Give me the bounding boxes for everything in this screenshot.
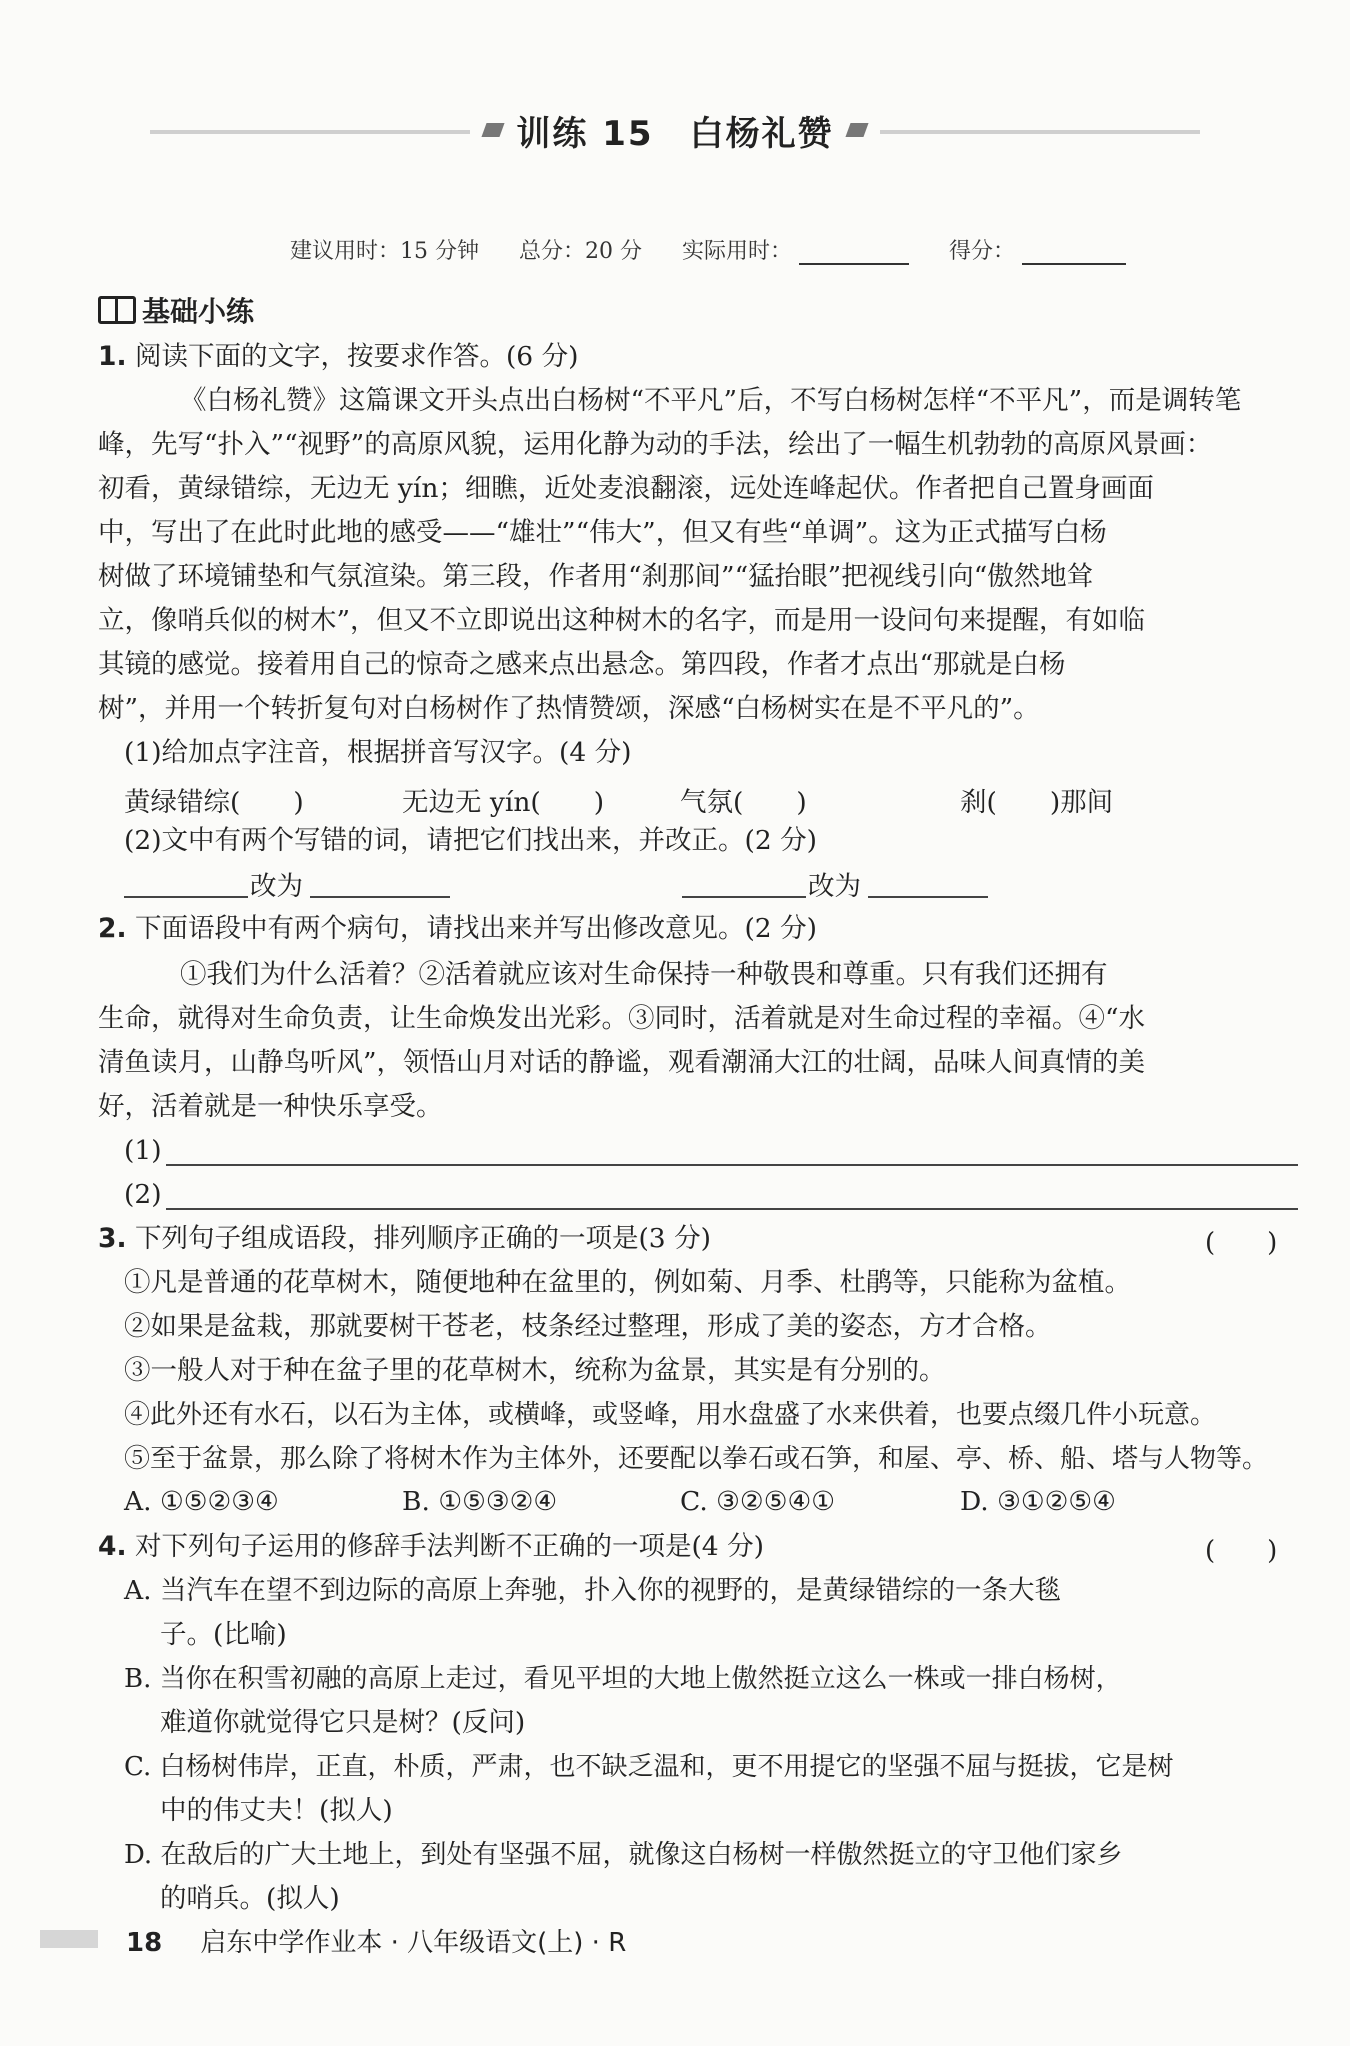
q1-sub1: (1)给加点字注音，根据拼音写汉字。(4 分): [124, 737, 632, 768]
q4-number: 4.: [98, 1531, 127, 1562]
q2-answer-line-1[interactable]: [166, 1164, 1298, 1166]
wrong-word-blank[interactable]: [682, 896, 806, 898]
correct-word-blank[interactable]: [868, 896, 988, 898]
q3-option-d[interactable]: D. ③①②⑤④: [960, 1486, 1116, 1517]
q2-number: 2.: [98, 913, 127, 944]
q2-heading: [98, 912, 817, 946]
q4-answer-paren[interactable]: ( ): [1205, 1536, 1278, 1566]
q3-option-b[interactable]: B. ①⑤③②④: [402, 1486, 558, 1517]
q1-para-line: 《白杨礼赞》这篇课文开头点出白杨树“不平凡”后，不写白杨树怎样“不平凡”，而是调转笔: [180, 385, 1242, 416]
q4-option-b[interactable]: B. 当你在积雪初融的高原上走过，看见平坦的大地上傲然挺立这么一株或一排白杨树，: [124, 1664, 1122, 1694]
q2-para-line: 好，活着就是一种快乐享受。: [98, 1091, 443, 1122]
q3-number: 3.: [98, 1223, 127, 1254]
q3-heading: [98, 1222, 711, 1256]
title-bar: [470, 112, 880, 154]
q1-number: 1.: [98, 341, 127, 372]
q3-sentence: ⑤至于盆景，那么除了将树木作为主体外，还要配以拳石或石笋，和屋、亭、桥、船、塔与人物等。: [124, 1444, 1269, 1474]
q1-para-line: 初看，黄绿错综，无边无 yín；细瞧，近处麦浪翻滚，远处连峰起伏。作者把自己置身画面: [98, 473, 1154, 504]
q4-option-c[interactable]: C. 白杨树伟岸，正直，朴质，严肃，也不缺乏温和，更不用提它的坚强不屈与挺拔，它是树: [124, 1752, 1174, 1782]
q2-prompt: 下面语段中有两个病句，请找出来并写出修改意见。(2 分): [134, 913, 817, 944]
book-icon: [98, 296, 136, 324]
change-label: 改为: [250, 871, 303, 902]
q3-sentence: ③一般人对于种在盆子里的花草树木，统称为盆景，其实是有分别的。: [124, 1355, 946, 1386]
title-rule-left: [150, 130, 470, 134]
actual-time-blank[interactable]: [799, 263, 909, 265]
q3-answer-paren[interactable]: ( ): [1205, 1228, 1278, 1258]
q1-para-line: 其镜的感觉。接着用自己的惊奇之感来点出悬念。第四段，作者才点出“那就是白杨: [98, 649, 1066, 680]
footer-decoration: [40, 1930, 98, 1948]
meta-actual: 实际用时：: [682, 239, 793, 264]
correct-word-blank[interactable]: [310, 896, 450, 898]
q2-para-line: 生命，就得对生命负责，让生命焕发出光彩。③同时，活着就是对生命过程的幸福。④“水: [98, 1003, 1146, 1034]
q4-option-a[interactable]: A. 当汽车在望不到边际的高原上奔驰，扑入你的视野的，是黄绿错综的一条大毯: [124, 1575, 1061, 1606]
footer: [126, 1922, 626, 1959]
q1-sub2: (2)文中有两个写错的词，请把它们找出来，并改正。(2 分): [124, 825, 817, 856]
meta-score: 得分：: [949, 239, 1016, 264]
q1-item-3[interactable]: 气氛( ): [680, 787, 807, 818]
q4-option-b-cont: 难道你就觉得它只是树？(反问): [160, 1707, 526, 1738]
q1-item-4[interactable]: 刹( )那间: [960, 787, 1114, 818]
q1-para-line: 中，写出了在此时此地的感受——“雄壮”“伟大”，但又有些“单调”。这为正式描写白杨: [98, 517, 1107, 548]
q1-item-2[interactable]: 无边无 yín( ): [402, 787, 605, 818]
q1-item-1[interactable]: 黄绿错综( ): [124, 787, 304, 818]
q4-heading: [98, 1530, 764, 1564]
q2-para-line: 清鱼读月，山静鸟听风”，领悟山月对话的静谧，观看潮涌大江的壮阔，品味人间真情的美: [98, 1047, 1146, 1078]
q1-para-line: 峰，先写“扑入”“视野”的高原风貌，运用化静为动的手法，绘出了一幅生机勃勃的高原风景画：: [98, 429, 1213, 460]
q4-option-d[interactable]: D. 在敌后的广大土地上，到处有坚强不屈，就像这白杨树一样傲然挺立的守卫他们家乡: [124, 1840, 1123, 1870]
q3-option-c[interactable]: C. ③②⑤④①: [680, 1486, 835, 1517]
q1-para-line: 树做了环境铺垫和气氛渲染。第三段，作者用“刹那间”“猛抬眼”把视线引向“傲然地耸: [98, 561, 1094, 592]
q1-prompt: 阅读下面的文字，按要求作答。(6 分): [134, 341, 579, 372]
q3-sentence: ④此外还有水石，以石为主体，或横峰，或竖峰，用水盘盛了水来供着，也要点缀几件小玩意。: [124, 1400, 1217, 1430]
change-label: 改为: [808, 871, 861, 902]
title-rule-right: [880, 130, 1200, 134]
q2-answer-line-2[interactable]: [166, 1208, 1298, 1210]
q1-heading: [98, 340, 578, 374]
wrong-word-blank[interactable]: [124, 896, 248, 898]
q4-option-c-cont: 中的伟丈夫！(拟人): [160, 1795, 393, 1826]
page-title: 训练 15 白杨礼赞: [516, 113, 834, 154]
q3-prompt: 下列句子组成语段，排列顺序正确的一项是(3 分): [134, 1223, 711, 1254]
q1-para-line: 树”，并用一个转折复句对白杨树作了热情赞颂，深感“白杨树实在是不平凡的”。: [98, 693, 1040, 724]
title-decoration-right-icon: [845, 123, 869, 137]
score-blank[interactable]: [1022, 263, 1126, 265]
section-heading: [98, 290, 254, 330]
q3-sentence: ①凡是普通的花草树木，随便地种在盆里的，例如菊、月季、杜鹃等，只能称为盆植。: [124, 1267, 1131, 1298]
q4-option-d-cont: 的哨兵。(拟人): [160, 1883, 340, 1914]
title-decoration-left-icon: [481, 123, 505, 137]
q3-option-a[interactable]: A. ①⑤②③④: [124, 1486, 279, 1517]
book-title: 启东中学作业本 · 八年级语文(上) · R: [200, 1928, 627, 1958]
section-title: 基础小练: [142, 295, 255, 328]
q3-sentence: ②如果是盆栽，那就要树干苍老，枝条经过整理，形成了美的姿态，方才合格。: [124, 1311, 1052, 1342]
q4-prompt: 对下列句子运用的修辞手法判断不正确的一项是(4 分): [134, 1531, 764, 1562]
q2-para-line: ①我们为什么活着？②活着就应该对生命保持一种敬畏和尊重。只有我们还拥有: [180, 959, 1108, 990]
q1-para-line: 立，像哨兵似的树木”，但又不立即说出这种树木的名字，而是用一设问句来提醒，有如临: [98, 605, 1146, 636]
page-number: 18: [126, 1928, 163, 1958]
q2-answer-label-2: (2): [124, 1179, 162, 1210]
meta-line: [290, 234, 1126, 265]
q4-option-a-cont: 子。(比喻): [160, 1619, 287, 1650]
q2-answer-label-1: (1): [124, 1135, 162, 1166]
meta-total: 总分：20 分: [519, 239, 642, 264]
meta-suggest: 建议用时：15 分钟: [290, 239, 479, 264]
